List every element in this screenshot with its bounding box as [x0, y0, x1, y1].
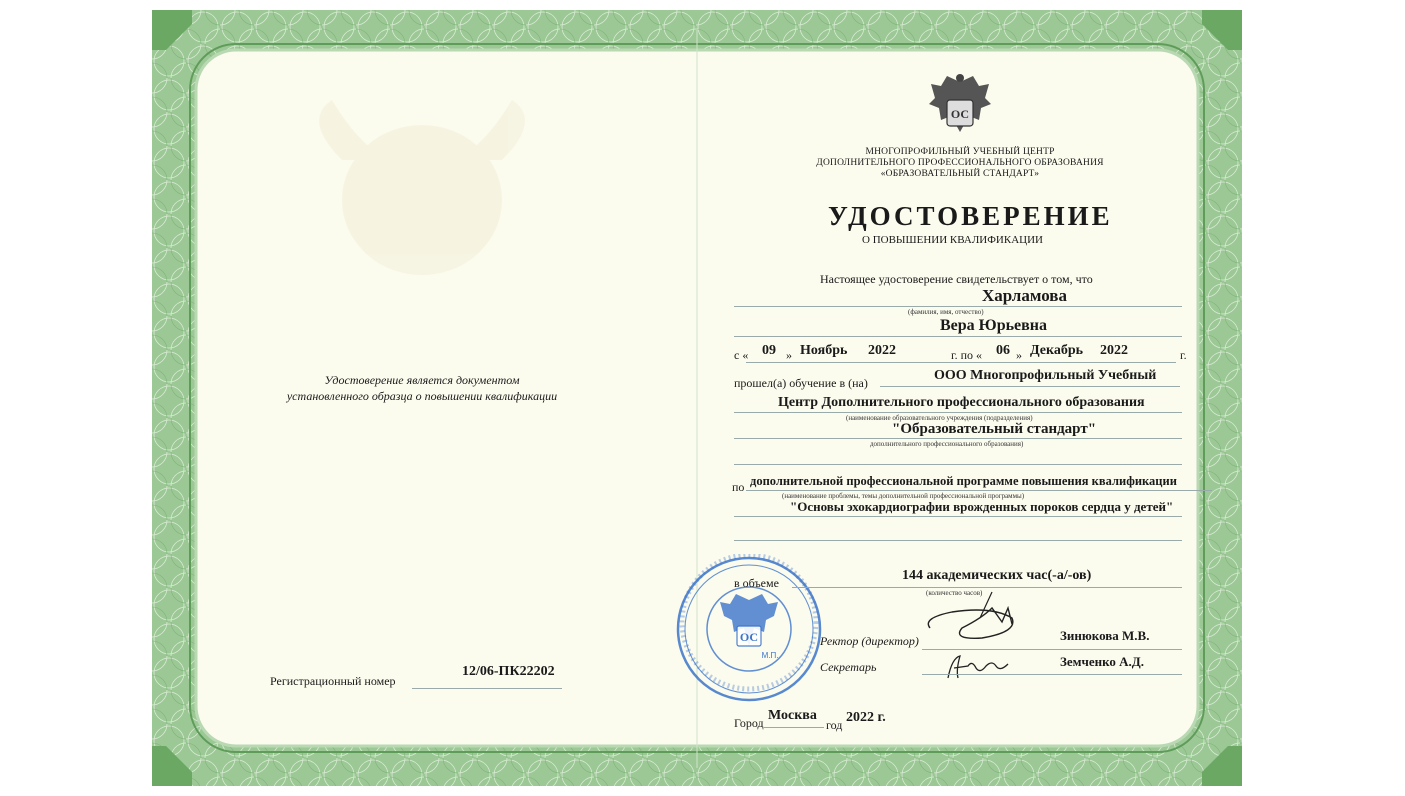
date-to-close: » — [1016, 348, 1022, 362]
secretary-signature — [942, 652, 1022, 682]
left-note-line1: Удостоверение является документом — [324, 373, 520, 387]
institution-line3-rule — [734, 438, 1182, 439]
date-from-year: 2022 — [868, 343, 896, 358]
institution-line1: ООО Многопрофильный Учебный — [934, 368, 1157, 383]
rector-signature — [922, 588, 1032, 648]
hours-value: 144 академических час(-а/-ов) — [902, 568, 1092, 583]
emblem-letters: ОС — [950, 107, 970, 121]
secretary-name: Земченко А.Д. — [1060, 654, 1144, 669]
date-year-suffix: г. — [1180, 348, 1187, 362]
certificate — [152, 10, 1242, 786]
surname: Харламова — [982, 286, 1067, 305]
institution-caption2: дополнительного профессионального образования) — [870, 440, 1024, 448]
date-from-prefix: с « — [734, 348, 749, 362]
document-subtitle: О ПОВЫШЕНИИ КВАЛИФИКАЦИИ — [862, 234, 1043, 246]
institution-line3: "Образовательный стандарт" — [892, 421, 1097, 437]
program-line1: дополнительной профессиональной программе повышения квалификации — [750, 474, 1177, 488]
name-caption: (фамилия, имя, отчество) — [908, 308, 984, 316]
hours-caption: (количество часов) — [926, 589, 983, 597]
given-names-line — [734, 336, 1182, 337]
secretary-label: Секретарь — [820, 660, 877, 674]
studied-label: прошел(а) обучение в (на) — [734, 376, 868, 390]
volume-label: в объеме — [734, 576, 779, 590]
institution-line2: Центр Дополнительного профессионального образования — [778, 395, 1145, 410]
org-line3: «ОБРАЗОВАТЕЛЬНЫЙ СТАНДАРТ» — [880, 169, 1040, 179]
double-headed-eagle-emblem — [927, 72, 993, 142]
institution-line2-rule — [734, 412, 1182, 413]
intro-text: Настоящее удостоверение свидетельствует о том, что — [820, 272, 1093, 286]
document-title: УДОСТОВЕРЕНИЕ — [828, 201, 1113, 231]
rector-rule — [922, 649, 1182, 650]
stamp-center-text: М.П. — [761, 651, 779, 660]
surname-line — [734, 306, 1182, 307]
organization-name — [800, 147, 1120, 180]
city-label: Город — [734, 716, 764, 730]
org-line2: ДОПОЛНИТЕЛЬНОГО ПРОФЕССИОНАЛЬНОГО ОБРАЗОВАНИЯ — [816, 158, 1104, 168]
registration-number: 12/06-ПК22202 — [462, 664, 555, 679]
program-blank-rule — [734, 540, 1182, 541]
institution-line1-rule — [880, 386, 1180, 387]
registration-line — [412, 688, 562, 689]
rector-name: Зинюкова М.В. — [1060, 628, 1150, 643]
date-to-year: 2022 — [1100, 343, 1128, 358]
date-to-month: Декабрь — [1030, 343, 1084, 358]
rector-label: Ректор (директор) — [820, 634, 919, 648]
program-line2: "Основы эхокардиографии врожденных пороков сердца у детей" — [790, 499, 1174, 514]
date-from-month: Ноябрь — [800, 343, 848, 358]
program-line2-rule — [734, 516, 1182, 517]
stamp-letters: ОС — [739, 630, 759, 644]
left-note-line2: установленного образца о повышении квалификации — [286, 389, 558, 403]
blank-rule — [734, 464, 1182, 465]
date-to-day: 06 — [996, 343, 1010, 358]
org-line1: МНОГОПРОФИЛЬНЫЙ УЧЕБНЫЙ ЦЕНТР — [865, 147, 1055, 157]
date-to-prefix: г. по « — [951, 348, 982, 362]
given-names: Вера Юрьевна — [940, 317, 1048, 334]
city-rule — [764, 727, 824, 728]
program-caption: (наименование проблемы, темы дополнительной профессиональной программы) — [782, 492, 1025, 500]
city-value: Москва — [768, 708, 817, 723]
secretary-rule — [922, 674, 1182, 675]
date-from-close: » — [786, 348, 792, 362]
dates-line — [746, 362, 1176, 363]
program-prefix: по — [732, 480, 745, 494]
program-line1-rule — [746, 490, 1212, 491]
year-value: 2022 г. — [846, 710, 886, 725]
year-label: год — [826, 718, 843, 732]
institution-caption: (наименование образовательного учреждения (подразделения) — [846, 414, 1033, 422]
registration-label: Регистрационный номер — [270, 674, 396, 688]
date-from-day: 09 — [762, 343, 776, 358]
left-note — [262, 372, 582, 404]
